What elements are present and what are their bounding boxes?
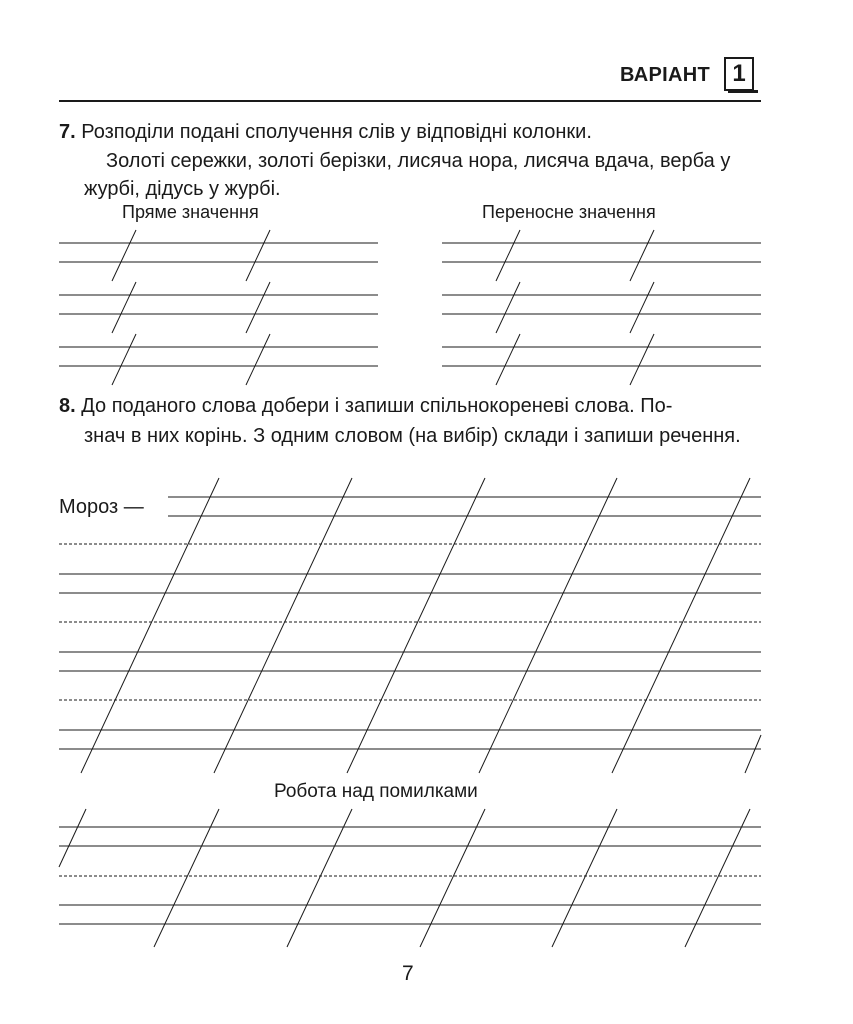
task7-number: 7. [59, 121, 76, 143]
slant-guides-errors [59, 809, 750, 947]
errors-section-title: Робота над помилками [274, 781, 478, 802]
variant-number: 1 [724, 57, 754, 91]
task8-number: 8. [59, 395, 76, 417]
slant-guides-task7 [112, 230, 654, 385]
task8-instruction-line1: До поданого слова добери і запиши спільнокореневі слова. По- [81, 395, 673, 417]
slant-guides-task8 [81, 478, 761, 773]
task7-word-list: Золоті сережки, золоті берізки, лисяча нора, лисяча вдача, верба у журбі, дідусь у журбі. [84, 150, 731, 200]
page-number: 7 [402, 962, 414, 985]
task8-instruction-cont: знач в них корінь. З одним словом (на вибір) склади і запиши речення. [84, 425, 741, 447]
variant-label: ВАРІАНТ [620, 64, 710, 86]
column-header-figurative: Переносне значення [482, 202, 656, 222]
column-header-direct: Пряме значення [122, 202, 259, 222]
word-prompt: Мороз — [59, 496, 144, 518]
task7-instruction-text: Розподіли подані сполучення слів у відповідні колонки. [81, 121, 592, 143]
